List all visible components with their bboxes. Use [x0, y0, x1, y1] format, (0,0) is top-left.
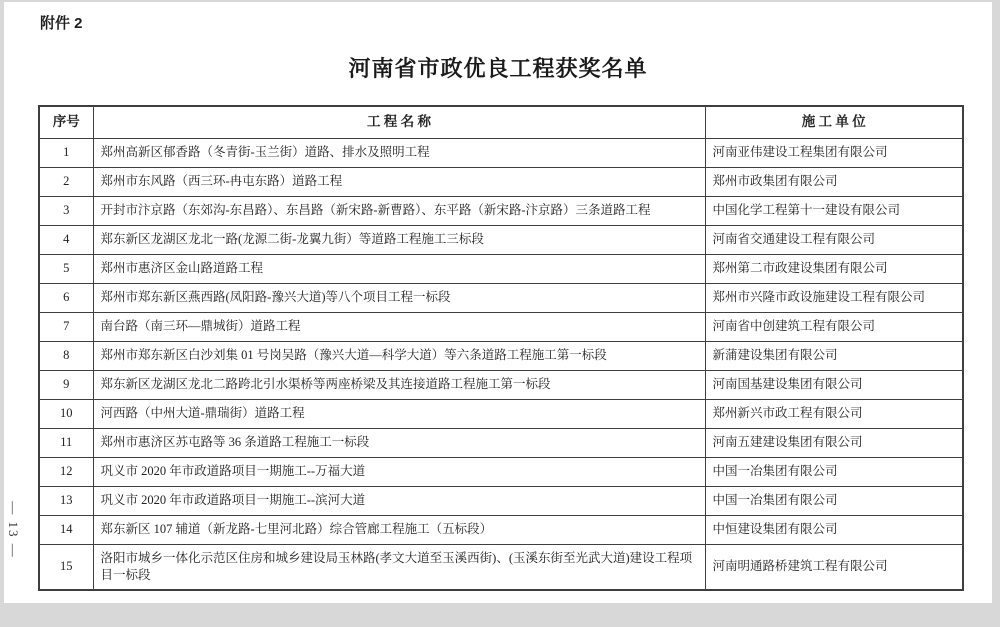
table-row: [39, 284, 963, 313]
cell-unit: 河南省交通建设工程有限公司: [705, 226, 963, 255]
attachment-label: 附件 2: [40, 15, 83, 32]
cell-project: 郑州高新区郁香路（冬青街-玉兰街）道路、排水及照明工程: [93, 139, 705, 168]
cell-project: 郑东新区龙湖区龙北二路跨北引水渠桥等两座桥梁及其连接道路工程施工第一标段: [93, 371, 705, 400]
cell-project: 郑州市郑东新区白沙刘集 01 号岗吴路（豫兴大道—科学大道）等六条道路工程施工第一标段: [93, 342, 705, 371]
cell-project: 南台路（南三环—鼎城街）道路工程: [93, 313, 705, 342]
cell-project: 巩义市 2020 年市政道路项目一期施工--万福大道: [93, 458, 705, 487]
table-row: [39, 197, 963, 226]
cell-project: 郑州市惠济区金山路道路工程: [93, 255, 705, 284]
table-row: [39, 458, 963, 487]
table-row: [39, 545, 963, 591]
cell-project: 巩义市 2020 年市政道路项目一期施工--滨河大道: [93, 487, 705, 516]
cell-no: 11: [39, 429, 93, 458]
cell-no: 7: [39, 313, 93, 342]
cell-no: 9: [39, 371, 93, 400]
cell-project: 河西路（中州大道-鼎瑞街）道路工程: [93, 400, 705, 429]
table-row: [39, 516, 963, 545]
cell-no: 14: [39, 516, 93, 545]
cell-unit: 中国化学工程第十一建设有限公司: [705, 197, 963, 226]
cell-project: 郑州市郑东新区燕西路(凤阳路-豫兴大道)等八个项目工程一标段: [93, 284, 705, 313]
cell-no: 3: [39, 197, 93, 226]
table-row: [39, 226, 963, 255]
table-row: [39, 255, 963, 284]
cell-unit: 中国一冶集团有限公司: [705, 458, 963, 487]
cell-no: 5: [39, 255, 93, 284]
header-cell-unit: 施 工 单 位: [705, 106, 963, 139]
cell-no: 6: [39, 284, 93, 313]
cell-no: 2: [39, 168, 93, 197]
cell-unit: 郑州市政集团有限公司: [705, 168, 963, 197]
header-cell-project: 工 程 名 称: [93, 106, 705, 139]
page-number: — 13 —: [6, 501, 21, 559]
cell-no: 4: [39, 226, 93, 255]
cell-no: 10: [39, 400, 93, 429]
table-row: [39, 400, 963, 429]
cell-project: 洛阳市城乡一体化示范区住房和城乡建设局玉林路(孝文大道至玉溪西街)、(玉溪东街至光武大道)建设工程项目一标段: [93, 545, 705, 591]
document-page: [4, 2, 992, 603]
cell-unit: 河南省中创建筑工程有限公司: [705, 313, 963, 342]
cell-no: 15: [39, 545, 93, 591]
cell-unit: 新蒲建设集团有限公司: [705, 342, 963, 371]
cell-unit: 河南国基建设集团有限公司: [705, 371, 963, 400]
cell-no: 13: [39, 487, 93, 516]
table-row: [39, 429, 963, 458]
cell-project: 郑东新区龙湖区龙北一路(龙源二街-龙翼九街）等道路工程施工三标段: [93, 226, 705, 255]
table-header-row: [39, 106, 963, 139]
cell-project: 郑州市惠济区苏屯路等 36 条道路工程施工一标段: [93, 429, 705, 458]
table-row: [39, 313, 963, 342]
cell-project: 郑东新区 107 辅道（新龙路-七里河北路）综合管廊工程施工（五标段）: [93, 516, 705, 545]
cell-no: 12: [39, 458, 93, 487]
cell-unit: 中恒建设集团有限公司: [705, 516, 963, 545]
cell-unit: 河南明通路桥建筑工程有限公司: [705, 545, 963, 591]
table-row: [39, 139, 963, 168]
cell-no: 1: [39, 139, 93, 168]
table-row: [39, 342, 963, 371]
header-cell-no: 序号: [39, 106, 93, 139]
table-row: [39, 168, 963, 197]
awards-table: [38, 105, 964, 591]
cell-no: 8: [39, 342, 93, 371]
cell-project: 开封市汴京路（东郊沟-东昌路）、东昌路（新宋路-新曹路）、东平路（新宋路-汴京路）三条道路工程: [93, 197, 705, 226]
page-title: 河南省市政优良工程获奖名单: [348, 56, 648, 81]
cell-unit: 郑州第二市政建设集团有限公司: [705, 255, 963, 284]
cell-unit: 河南亚伟建设工程集团有限公司: [705, 139, 963, 168]
cell-unit: 中国一冶集团有限公司: [705, 487, 963, 516]
table-row: [39, 487, 963, 516]
cell-unit: 郑州市兴隆市政设施建设工程有限公司: [705, 284, 963, 313]
table-row: [39, 371, 963, 400]
cell-project: 郑州市东风路（西三环-冉屯东路）道路工程: [93, 168, 705, 197]
cell-unit: 河南五建建设集团有限公司: [705, 429, 963, 458]
cell-unit: 郑州新兴市政工程有限公司: [705, 400, 963, 429]
